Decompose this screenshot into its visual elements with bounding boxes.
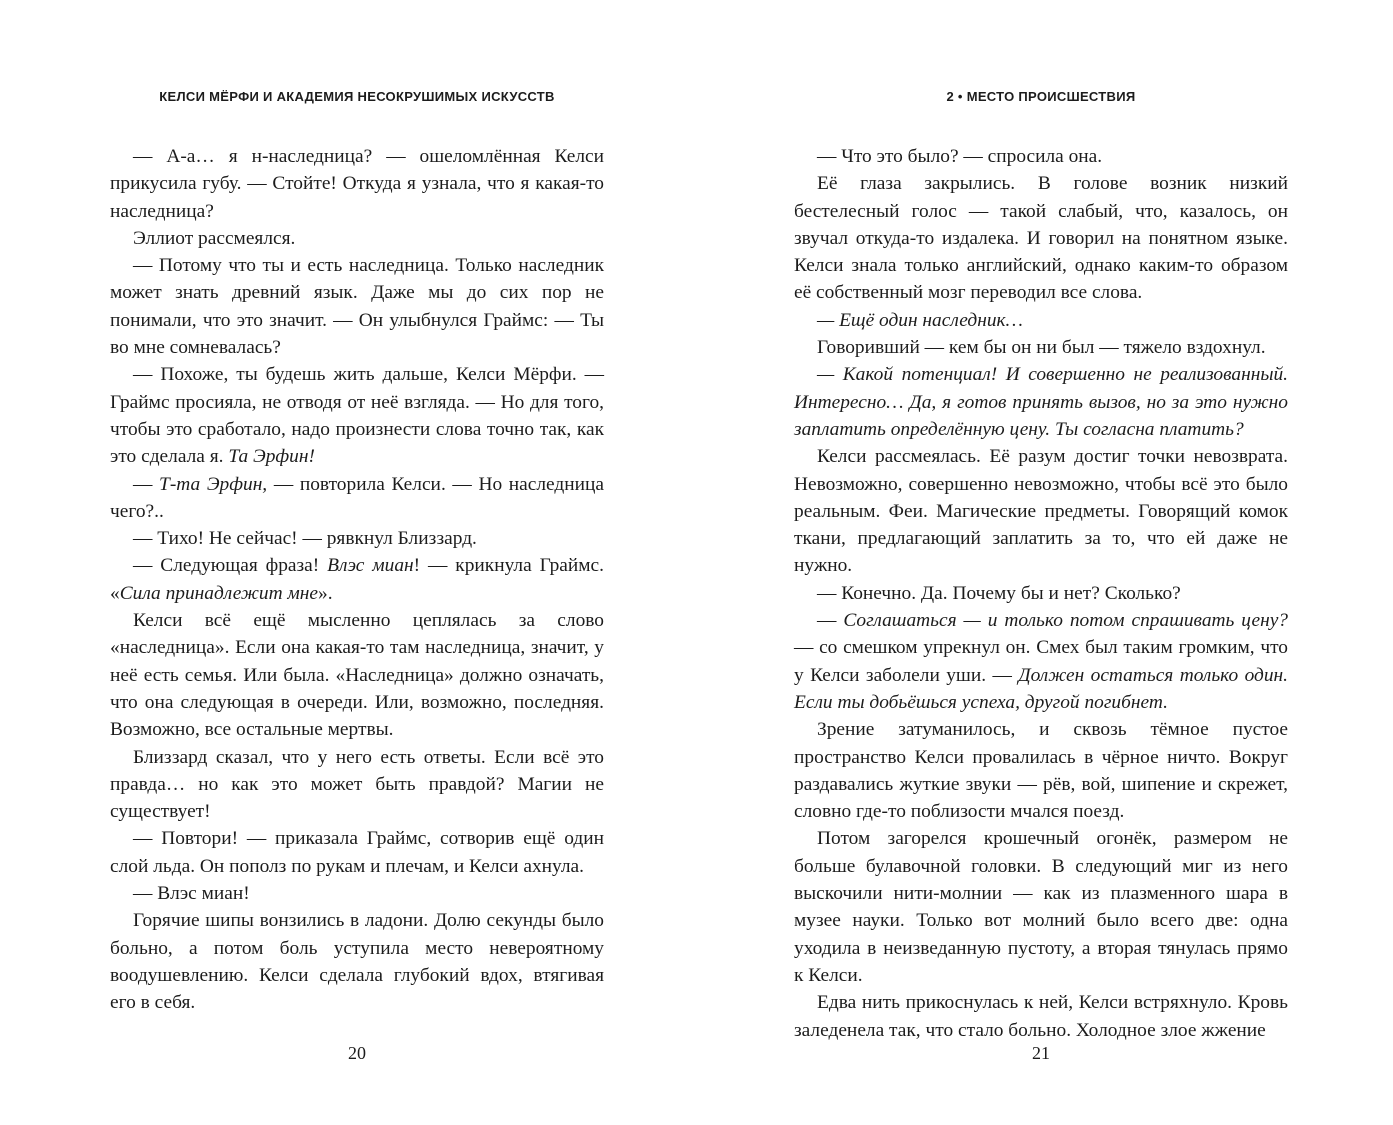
paragraph: — Конечно. Да. Почему бы и нет? Сколько? xyxy=(817,582,1181,604)
paragraph: Потом загорелся крошечный огонёк, размером не больше булавочной головки. В следующий миг из него выскочили нити-молнии — как из плазменного шара в музее науки. Только вот молний было всего две: одна уходила в неизведанную пустоту, а вторая тянулась прямо к Келси. xyxy=(794,828,1288,986)
paragraph xyxy=(794,361,1288,443)
text-run: ». xyxy=(318,582,333,604)
paragraph: — Повтори! — приказала Граймс, сотворив ещё один слой льда. Он пополз по рукам и плечам, и Келси ахнула. xyxy=(110,828,604,877)
left-page-number: 20 xyxy=(348,1043,366,1063)
italic-text-run: Должен остаться только один. Если ты добьёшься успеха, другой погибнет. xyxy=(794,664,1289,713)
paragraph: — Тихо! Не сейчас! — рявкнул Близзард. xyxy=(133,528,477,550)
text-run: — xyxy=(817,610,837,632)
paragraph: Зрение затуманилось, и сквозь тёмное пустое пространство Келси провалилась в чёрное ничто. Вокруг раздавались жуткие звуки — рёв, вой, шипение и скрежет, словно где-то поблизости мчался поезд. xyxy=(794,719,1288,823)
right-page xyxy=(696,0,1393,1125)
italic-text-run: Сила принадлежит мне xyxy=(119,582,319,604)
paragraph xyxy=(110,552,604,607)
paragraph: Говоривший — кем бы он ни был — тяжело вздохнул. xyxy=(817,337,1266,359)
paragraph: Келси всё ещё мысленно цеплялась за слово «наследница». Если она какая-то там наследница, значит, у неё есть семья. Или была. «Наследница» должно означать, что она следующая в очереди. Или, возможно, последняя. Возможно, все остальные мертвы. xyxy=(110,610,604,741)
left-running-header: КЕЛСИ МЁРФИ И АКАДЕМИЯ НЕСОКРУШИМЫХ ИСКУССТВ xyxy=(159,89,555,104)
text-run: ! — крикнула Граймс. « xyxy=(110,555,604,604)
left-page xyxy=(0,0,696,1125)
italic-text-run: Та Эрфин! xyxy=(228,446,315,468)
paragraph: — Влэс миан! xyxy=(133,883,250,905)
paragraph: Келси рассмеялась. Её разум достиг точки невозврата. Невозможно, совершенно невозможно, чтобы всё это было реальным. Феи. Магические предметы. Говорящий комок ткани, предлагающий заплатить за то, что ей даже не нужно. xyxy=(794,446,1288,577)
text-run: — xyxy=(133,473,153,495)
paragraph xyxy=(110,361,604,470)
text-run: — со смешком упрекнул он. Смех был таким громким, что у Келси заболели уши. — xyxy=(794,637,1288,686)
text-run: — повторила Келси. — Но наследница чего?.. xyxy=(110,473,604,522)
paragraph: — Что это было? — спросила она. xyxy=(817,146,1103,167)
text-run: — Похоже, ты будешь жить дальше, Келси Мёрфи. — Граймс просияла, не отводя от неё взгляда. — Но для того, чтобы это сработало, надо произнести слова точно так, как это сделала я. xyxy=(110,364,604,468)
italic-text-run: — Ещё один наследник… xyxy=(817,309,1023,331)
right-running-header: 2 • МЕСТО ПРОИСШЕСТВИЯ xyxy=(946,89,1136,104)
paragraph: Её глаза закрылись. В голове возник низкий бестелесный голос — такой слабый, что, казалось, он звучал откуда-то издалека. И говорил на понятном языке. Келси знала только английский, однако каким-то образом её собственный мозг переводил все слова. xyxy=(794,173,1288,304)
paragraph: Близзард сказал, что у него есть ответы. Если всё это правда… но как это может быть правдой? Магии не существует! xyxy=(110,746,604,823)
paragraph: — А-а… я н-наследница? — ошеломлённая Келси прикусила губу. — Стойте! Откуда я узнала, что я какая-то наследница? xyxy=(110,146,604,222)
text-run: — Следующая фраза! xyxy=(133,555,320,577)
italic-text-run: Т-та Эрфин, xyxy=(159,473,268,495)
right-page-number: 21 xyxy=(1032,1043,1050,1063)
paragraph xyxy=(110,471,604,526)
paragraph xyxy=(794,607,1288,716)
paragraph xyxy=(794,307,1288,334)
italic-text-run: Влэс миан xyxy=(327,555,414,577)
left-page-body xyxy=(110,143,604,1017)
paragraph: Горячие шипы вонзились в ладони. Долю секунды было больно, а потом боль уступила место невероятному воодушевлению. Келси сделала глубокий вдох, втягивая его в себя. xyxy=(110,910,604,1014)
right-page-body xyxy=(794,143,1288,1044)
italic-text-run: Соглашаться — и только потом спрашивать цену? xyxy=(843,610,1288,632)
paragraph: Эллиот рассмеялся. xyxy=(133,227,296,249)
paragraph: Едва нить прикоснулась к ней, Келси встряхнуло. Кровь заледенела так, что стало больно. Холодное злое жжение xyxy=(794,992,1288,1041)
italic-text-run: — Какой потенциал! И совершенно не реализованный. Интересно… Да, я готов принять вызов, но за это нужно заплатить определённую цену. Ты согласна платить? xyxy=(794,364,1288,440)
paragraph: — Потому что ты и есть наследница. Только наследник может знать древний язык. Даже мы до сих пор не понимали, что это значит. — Он улыбнулся Граймс: — Ты во мне сомневалась? xyxy=(110,255,604,359)
